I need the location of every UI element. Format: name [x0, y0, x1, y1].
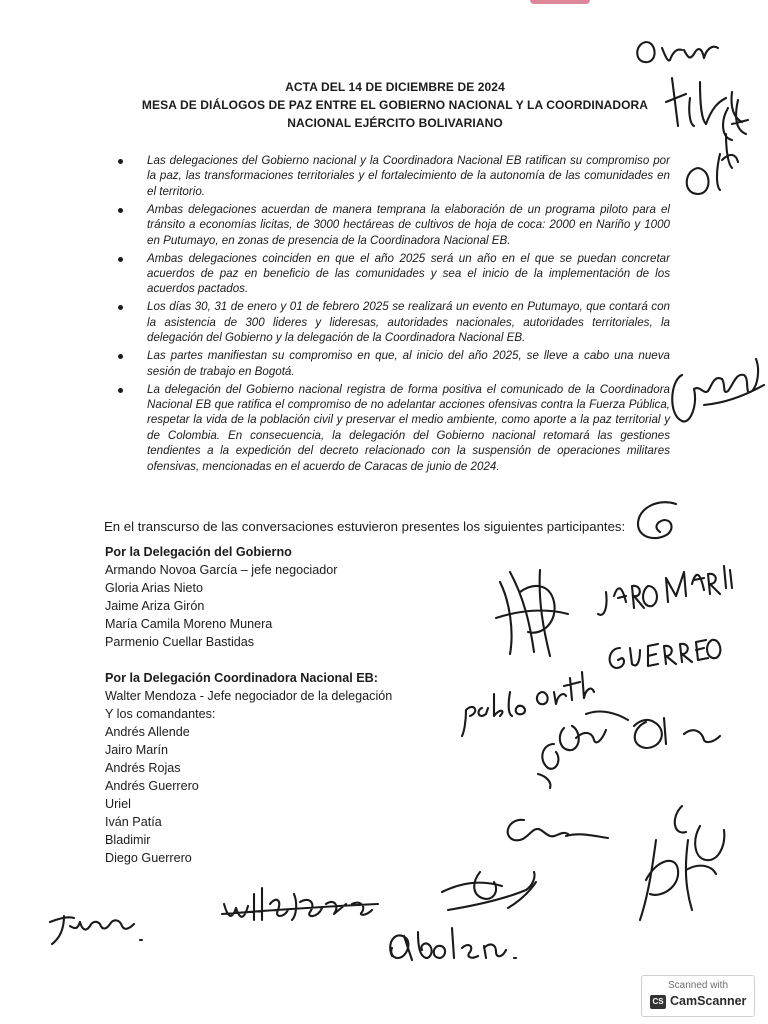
participant-name: Andrés Guerrero: [105, 779, 199, 793]
scanner-name: CamScanner: [670, 994, 747, 1008]
participant-name: Uriel: [105, 797, 131, 811]
participant-name: Walter Mendoza - Jefe negociador de la delegación: [105, 689, 393, 703]
bullet-icon: [118, 257, 123, 262]
agreement-item: [118, 382, 670, 474]
document-title: [100, 78, 690, 132]
agreements-list: [118, 153, 670, 477]
agreement-text: Ambas delegaciones coinciden en que el año 2025 será un año en el que se puedan concretar acuerdos de paz en beneficio de las comunidades y sea el inicio de la implementación de los acuerdos pactados.: [147, 251, 670, 296]
agreement-text: Las delegaciones del Gobierno nacional y la Coordinadora Nacional EB ratifican su compromiso por la paz, las transformaciones territoriales y el fortalecimiento de la autonomía de las comunidades en el territorio.: [147, 154, 670, 198]
signature-cluster-2: [624, 704, 724, 760]
agreement-text: Ambas delegaciones acuerdan de manera temprana la elaboración de un programa piloto para el tránsito a economías licitas, de 3000 hectáreas de cultivos de hoja de coca: 2000 en Nariño y 1000 en Putumayo, en zonas de presencia de la Coordinadora Nacional EB.: [147, 202, 670, 247]
agreement-item: [118, 153, 670, 199]
government-delegation: [105, 543, 435, 651]
participant-name: Parmenio Cuellar Bastidas: [105, 635, 255, 649]
signature-right-mid: [664, 345, 768, 435]
participant-name: Jairo Marín: [105, 743, 168, 757]
signature-jairo: [596, 556, 734, 626]
agreement-text: La delegación del Gobierno nacional registra de forma positiva el comunicado de la Coordinadora Nacional EB que ratifica el compromiso de no adelantar acciones ofensivas contra la Fuerza Pública, respetar la vida de la población civil y preservar el medio ambiente, como aporte a la paz territorial y de Colombia. En consecuencia, la delegación del Gobierno nacional retomará las gestiones tendientes a la expedición del decreto relacionado con la suspensión de operaciones militares ofensivas, mencionadas en el acuerdo de Caracas de junio de 2024.: [147, 382, 670, 473]
participant-name: Y los comandantes:: [105, 707, 216, 721]
signature-top-1: [632, 28, 722, 70]
signature-bottom-1: [40, 900, 160, 950]
participant-name: Armando Novoa García – jefe negociador: [105, 563, 338, 577]
bullet-icon: [118, 159, 123, 164]
bullet-icon: [118, 305, 123, 310]
eb-heading: Por la Delegación Coordinadora Nacional EB:: [105, 671, 378, 685]
signature-bottom-3: [432, 862, 542, 922]
participant-name: Jaime Ariza Girón: [105, 599, 205, 613]
signature-cluster-1: [516, 700, 636, 790]
participant-name: Andrés Allende: [105, 725, 190, 739]
page-mark: [530, 0, 590, 4]
signature-guerrero: [600, 628, 734, 676]
bullet-icon: [118, 388, 123, 393]
camscanner-badge: [641, 975, 755, 1017]
camscanner-logo-icon: CS: [650, 995, 666, 1009]
signature-large-mark: [480, 562, 580, 662]
participant-name: Diego Guerrero: [105, 851, 192, 865]
agreement-text: Las partes manifiestan su compromiso en que, al inicio del año 2025, se lleve a cabo una nueva sesión de trabajo en Bogotá.: [147, 349, 670, 378]
participant-name: Iván Patía: [105, 815, 162, 829]
participant-name: María Camila Moreno Munera: [105, 617, 273, 631]
participant-name: Bladimir: [105, 833, 151, 847]
agreement-item: [118, 299, 670, 345]
agreement-text: Los días 30, 31 de enero y 01 de febrero 2025 se realizará un evento en Putumayo, que contará con la asistencia de 300 lideres y lideresas, autoridades nacionales, autoridades territoriales, la delegación del Gobierno y la delegación de la Coordinadora Nacional EB.: [147, 300, 670, 345]
participant-name: Andrés Rojas: [105, 761, 181, 775]
signature-uriel: [676, 94, 756, 204]
scanner-caption: Scanned with: [667, 980, 729, 991]
signature-bottom-4: [378, 918, 528, 968]
signature-bottom-2: [214, 874, 384, 934]
signature-cluster-4: [626, 800, 734, 930]
agreement-item: [118, 348, 670, 379]
bullet-icon: [118, 354, 123, 359]
title-line: ACTA DEL 14 DE DICIEMBRE DE 2024: [285, 80, 505, 94]
eb-delegation: [105, 669, 435, 867]
title-line: NACIONAL EJÉRCITO BOLIVARIANO: [287, 116, 503, 130]
signature-g-mark: [624, 494, 704, 552]
agreement-item: [118, 251, 670, 297]
participants-intro: En el transcurso de las conversaciones estuvieron presentes los siguientes participantes:: [104, 519, 626, 534]
government-heading: Por la Delegación del Gobierno: [105, 545, 292, 559]
bullet-icon: [118, 208, 123, 213]
agreement-item: [118, 202, 670, 248]
signature-cluster-3: [494, 808, 614, 852]
participant-name: Gloria Arias Nieto: [105, 581, 203, 595]
title-line: MESA DE DIÁLOGOS DE PAZ ENTRE EL GOBIERNO NACIONAL Y LA COORDINADORA: [141, 98, 649, 112]
